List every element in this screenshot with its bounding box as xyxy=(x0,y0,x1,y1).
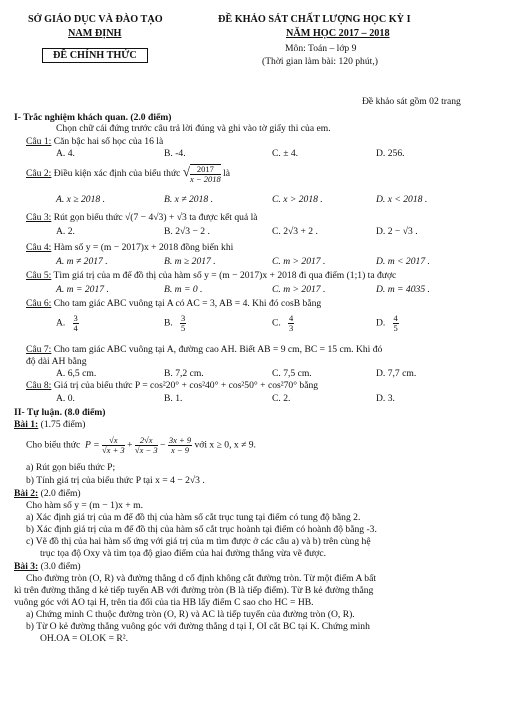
option-c: C. m > 2017 . xyxy=(272,256,326,267)
subject-line: Môn: Toán – lớp 9 xyxy=(285,43,357,54)
option-d: D. 2 − √3 . xyxy=(376,226,418,237)
option-c: C. 7,5 cm. xyxy=(272,368,312,379)
option-a: A. x ≥ 2018 . xyxy=(56,194,105,205)
time-line: (Thời gian làm bài: 120 phút,) xyxy=(262,56,378,67)
official-badge: ĐỀ CHÍNH THỨC xyxy=(42,48,148,63)
part2-title: II- Tự luận. (8.0 điểm) xyxy=(14,407,106,418)
option-d: D. 3. xyxy=(376,393,395,404)
option-b: B. 2√3 − 2 . xyxy=(164,226,210,237)
question-text: Tìm giá trị của m để đồ thị của hàm số y = (m − 2017)x + 2018 đi qua điểm (1;1) ta được xyxy=(51,270,397,281)
option-a: A. 2. xyxy=(56,226,75,237)
question-5 xyxy=(26,270,396,281)
option-a: A. 6,5 cm. xyxy=(56,368,97,379)
option-b: B. 1. xyxy=(164,393,183,404)
question-text: Giá trị của biểu thức P = cos²20° + cos²40° + cos²50° + cos²70° bằng xyxy=(51,380,319,391)
question-3 xyxy=(26,212,258,223)
exercise-1-heading: Bài 1: (1.75 điểm) xyxy=(14,419,86,430)
question-label: Câu 7: xyxy=(26,344,52,355)
question-8 xyxy=(26,380,318,391)
option-d: D. 7,7 cm. xyxy=(376,368,417,379)
exercise-3-heading: Bài 3: (3.0 điểm) xyxy=(14,561,81,572)
question-7-cont: độ dài AH bằng xyxy=(26,356,87,367)
option-c: C. $\frac{4}{3}$ xyxy=(272,313,294,333)
option-b: B. m = 0 . xyxy=(164,284,203,295)
question-1 xyxy=(26,136,163,147)
option-c: C. m > 2017 . xyxy=(272,284,326,295)
department-name: SỞ GIÁO DỤC VÀ ĐÀO TẠO xyxy=(28,14,163,25)
exercise-2-part-b: b) Xác định giá trị của m để đồ thị của hàm số cắt trục hoành tại điểm có hoành độ bằng -3. xyxy=(26,524,377,535)
option-b: B. -4. xyxy=(164,148,186,159)
exercise-3-line-3: vuông góc với AO tại H, trên tia đối của tia HB lấy điểm C sao cho HC = HB. xyxy=(14,597,314,608)
question-text: Căn bậc hai số học của 16 là xyxy=(51,136,164,147)
department-location: NAM ĐỊNH xyxy=(68,28,122,39)
exercise-3-line-2: kì trên đường thẳng d kẻ tiếp tuyến AB với đường tròn (B là tiếp điểm). Từ B kẻ đường thẳng xyxy=(14,585,374,596)
exercise-1-part-b: b) Tính giá trị của biểu thức P tại x = 4 − 2√3 . xyxy=(26,475,205,486)
question-7 xyxy=(26,344,382,355)
exam-title: ĐỀ KHẢO SÁT CHẤT LƯỢNG HỌC KỲ I xyxy=(218,14,411,25)
question-label: Câu 1: xyxy=(26,136,52,147)
option-b: B. 7,2 cm. xyxy=(164,368,204,379)
part1-instruction: Chọn chữ cái đứng trước câu trả lời đúng và ghi vào tờ giấy thi của em. xyxy=(56,123,331,134)
question-label: Câu 6: xyxy=(26,298,52,309)
exercise-3-part-a: a) Chứng minh C thuộc đường tròn (O, R) và AC là tiếp tuyến của đường tròn (O, R). xyxy=(26,609,355,620)
question-2: Câu 2: Điều kiện xác định của biểu thức √ $\frac{2017}{x - 2018}$ là xyxy=(26,164,231,184)
part1-title: I- Trắc nghiệm khách quan. (2.0 điểm) xyxy=(14,112,172,123)
question-label: Câu 3: xyxy=(26,212,52,223)
option-c: C. x > 2018 . xyxy=(272,194,323,205)
question-text: Điều kiện xác định của biểu thức xyxy=(51,168,181,180)
question-text: Cho tam giác ABC vuông tại A có AC = 3, AB = 4. Khi đó cosB bằng xyxy=(51,298,322,309)
question-6 xyxy=(26,298,321,309)
exercise-1-part-a: a) Rút gọn biểu thức P; xyxy=(26,462,116,473)
sqrt-sign: √ xyxy=(182,164,190,180)
exercise-2-part-a: a) Xác định giá trị của m để đồ thị của hàm số cắt trục tung tại điểm có tung độ bằng 2. xyxy=(26,512,361,523)
exercise-2-intro: Cho hàm số y = (m − 1)x + m. xyxy=(26,500,143,511)
option-d: D. x < 2018 . xyxy=(376,194,428,205)
exercise-2-heading: Bài 2: (2.0 điểm) xyxy=(14,488,81,499)
exercise-2-part-c: c) Vẽ đồ thị của hai hàm số ứng với giá trị của m tìm được ở các câu a) và b) trên cùng hệ xyxy=(26,536,371,547)
question-text: Hàm số y = (m − 2017)x + 2018 đồng biến khi xyxy=(51,242,234,253)
exercise-3-part-b-cont: OH.OA = OI.OK = R². xyxy=(40,633,129,644)
fraction: $\frac{2017}{x - 2018}$ xyxy=(189,164,221,184)
option-d: D. m < 2017 . xyxy=(376,256,430,267)
option-b: B. $\frac{3}{5}$ xyxy=(164,313,186,333)
exercise-3-part-b: b) Từ O kẻ đường thẳng vuông góc với đường thẳng d tại I, OI cắt BC tại K. Chứng minh xyxy=(26,621,370,632)
exercise-2-part-c-cont: trục tọa độ Oxy và tìm tọa độ giao điểm của hai đường thẳng vừa vẽ được. xyxy=(40,548,327,559)
option-b: B. m ≥ 2017 . xyxy=(164,256,216,267)
page-count: Đề khảo sát gồm 02 trang xyxy=(362,96,461,107)
exercise-1-expression: Cho biểu thức P = $\frac{√x}{√x + 3}$ + $\frac{2√x}{√x - 3}$ − $\frac{3x + 9}{x - 9}$ với x ≥ 0, x ≠ 9. xyxy=(26,435,256,455)
question-label: Câu 2: xyxy=(26,168,52,180)
option-c: C. 2. xyxy=(272,393,291,404)
question-label: Câu 8: xyxy=(26,380,52,391)
question-4 xyxy=(26,242,233,253)
question-label: Câu 5: xyxy=(26,270,52,281)
question-label: Câu 4: xyxy=(26,242,52,253)
option-c: C. 2√3 + 2 . xyxy=(272,226,318,237)
option-a: A. 0. xyxy=(56,393,75,404)
exercise-3-line-1: Cho đường tròn (O, R) và đường thẳng d cố định không cắt đường tròn. Từ một điểm A bất xyxy=(26,573,377,584)
option-a: A. m ≠ 2017 . xyxy=(56,256,108,267)
option-a: A. 4. xyxy=(56,148,75,159)
school-year: NĂM HỌC 2017 – 2018 xyxy=(286,28,390,39)
option-d: D. m = 4035 . xyxy=(376,284,430,295)
option-d: D. $\frac{4}{5}$ xyxy=(376,313,398,333)
option-b: B. x ≠ 2018 . xyxy=(164,194,213,205)
question-text: Cho tam giác ABC vuông tại A, đường cao AH. Biết AB = 9 cm, BC = 15 cm. Khi đó xyxy=(51,344,383,355)
question-text: Rút gọn biểu thức √(7 − 4√3) + √3 ta được kết quả là xyxy=(51,212,258,223)
option-a: A. m = 2017 . xyxy=(56,284,109,295)
option-c: C. ± 4. xyxy=(272,148,299,159)
option-a: A. $\frac{3}{4}$ xyxy=(56,313,78,333)
option-d: D. 256. xyxy=(376,148,405,159)
